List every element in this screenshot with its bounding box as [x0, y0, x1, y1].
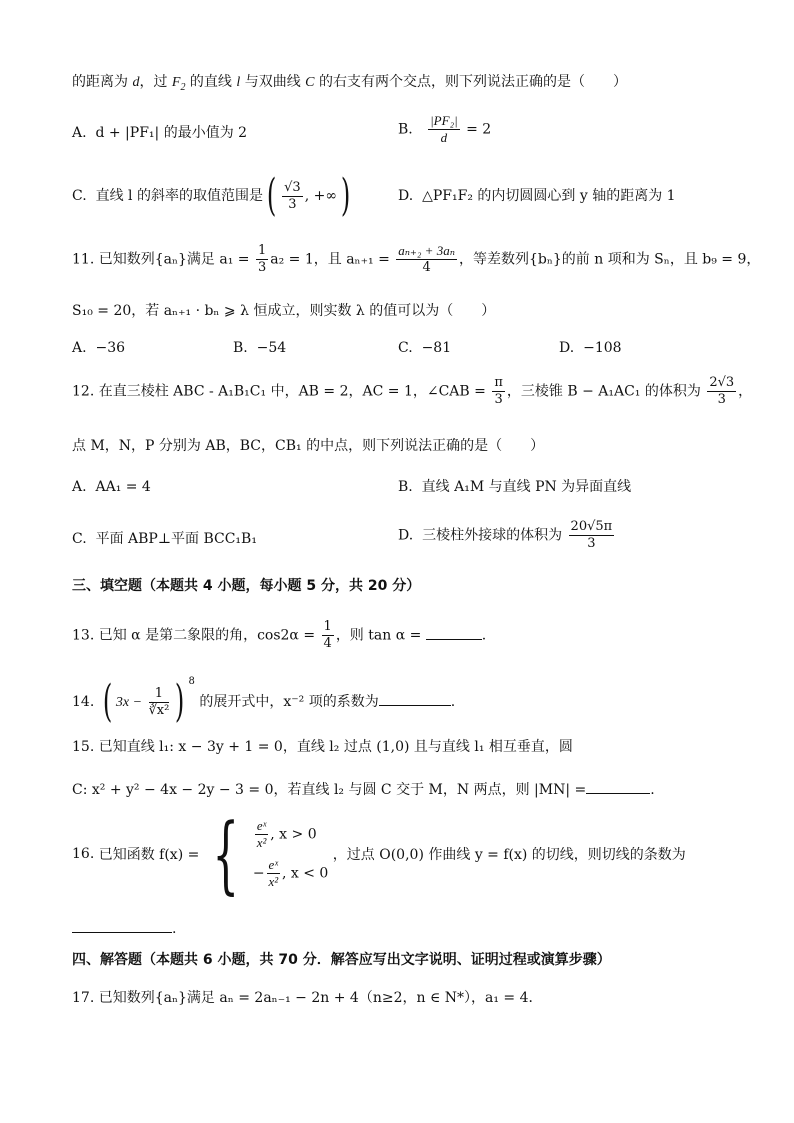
- q10-option-c: C. 直线 l 的斜率的取值范围是( $\frac{√3}{3}$ , +∞): [72, 170, 351, 221]
- q11-option-b: B. −54: [233, 340, 287, 356]
- q12-stem-line2: 点 M，N，P 分别为 AB，BC，CB₁ 的中点，则下列说法正确的是（ ）: [72, 438, 545, 454]
- section-4-heading: 四、解答题（本题共 6 小题，共 70 分．解答应写出文字说明、证明过程或演算步骤）: [72, 952, 611, 968]
- q10-option-b: B. $\frac{\text{|PF₂|}}{d}$ = 2: [398, 113, 492, 145]
- q17-stem: 17. 已知数列{aₙ}满足 aₙ = 2aₙ₋₁ − 2n + 4（n≥2，n ∈ N*），a₁ = 4．: [72, 990, 543, 1006]
- q12-option-c: C. 平面 ABP⊥平面 BCC₁B₁: [72, 531, 257, 547]
- q10-option-a: A. d + |PF₁| 的最小值为 2: [72, 125, 248, 141]
- q14-stem: 14. ( 3x − $\frac{1}{\text{∛x²}}$ ) $^8$ 的展开式中，x⁻² 项的系数为 .: [72, 676, 456, 727]
- q10-option-d: D. △PF₁F₂ 的内切圆圆心到 y 轴的距离为 1: [398, 188, 676, 204]
- q15-stem-line2: C: x² + y² − 4x − 2y − 3 = 0，若直线 l₂ 与圆 C 交于 M，N 两点，则 |MN| = .: [72, 779, 655, 800]
- q16-stem: 16. 已知函数 f(x) = { $\frac{\text{eˣ}}{\text{x²}}$ , x > 0 − $\frac{\text{eˣ}}{\text{x²}}$ , x < 0 ，过点 O(0,0) 作曲线 y = f(x) 的切线，则切线的条数为: [72, 805, 686, 903]
- q11-option-a: A. −36: [72, 340, 126, 356]
- q12-option-b: B. 直线 A₁M 与直线 PN 为异面直线: [398, 479, 632, 495]
- q12-stem: 12. 在直三棱柱 ABC - A₁B₁C₁ 中，AB = 2，AC = 1，∠CAB = $\frac{\pi}{3}$ ，三棱锥 B − A₁AC₁ 的体积为 $\frac{2√3}{3}$ ，: [72, 375, 753, 407]
- q11-stem: 11. 已知数列{aₙ}满足 a₁ = $\frac{1}{3}$ a₂ = 1，且 aₙ₊₁ = $\frac{\text{aₙ₊₂ + 3aₙ}}{4}$ ，等差数列{bₙ}的前 n 项和为 Sₙ，且 b₉ = 9，: [72, 243, 761, 275]
- q13-stem: 13. 已知 α 是第二象限的角，cos2α = $\frac{1}{4}$ ，则 tan α = .: [72, 619, 487, 651]
- q15-stem: 15. 已知直线 l₁: x − 3y + 1 = 0，直线 l₂ 过点 (1,0) 且与直线 l₁ 相互垂直，圆: [72, 739, 573, 755]
- q16-answer-line: .: [72, 918, 176, 939]
- q10-stem-tail: 的距离为 d，过 $F_2$ 的直线 l 与双曲线 C 的右支有两个交点，则下列说法正确的是（ ）: [72, 74, 627, 93]
- q11-option-d: D. −108: [559, 340, 622, 356]
- q12-option-d: D. 三棱柱外接球的体积为 $\frac{20√5\pi}{3}$: [398, 519, 613, 551]
- q13-answer-blank[interactable]: [426, 625, 482, 640]
- section-3-heading: 三、填空题（本题共 4 小题，每小题 5 分，共 20 分）: [72, 578, 421, 594]
- q16-answer-blank[interactable]: [72, 918, 172, 933]
- q15-answer-blank[interactable]: [586, 779, 650, 794]
- q12-option-a: A. AA₁ = 4: [72, 479, 151, 495]
- q11-option-c: C. −81: [398, 340, 452, 356]
- q11-stem-line2: S₁₀ = 20，若 aₙ₊₁ · bₙ ⩾ λ 恒成立，则实数 λ 的值可以为（ ）: [72, 303, 496, 319]
- q10-b-fraction: $\frac{\text{|PF₂|}}{d}$: [430, 113, 458, 145]
- q14-answer-blank[interactable]: [379, 691, 451, 706]
